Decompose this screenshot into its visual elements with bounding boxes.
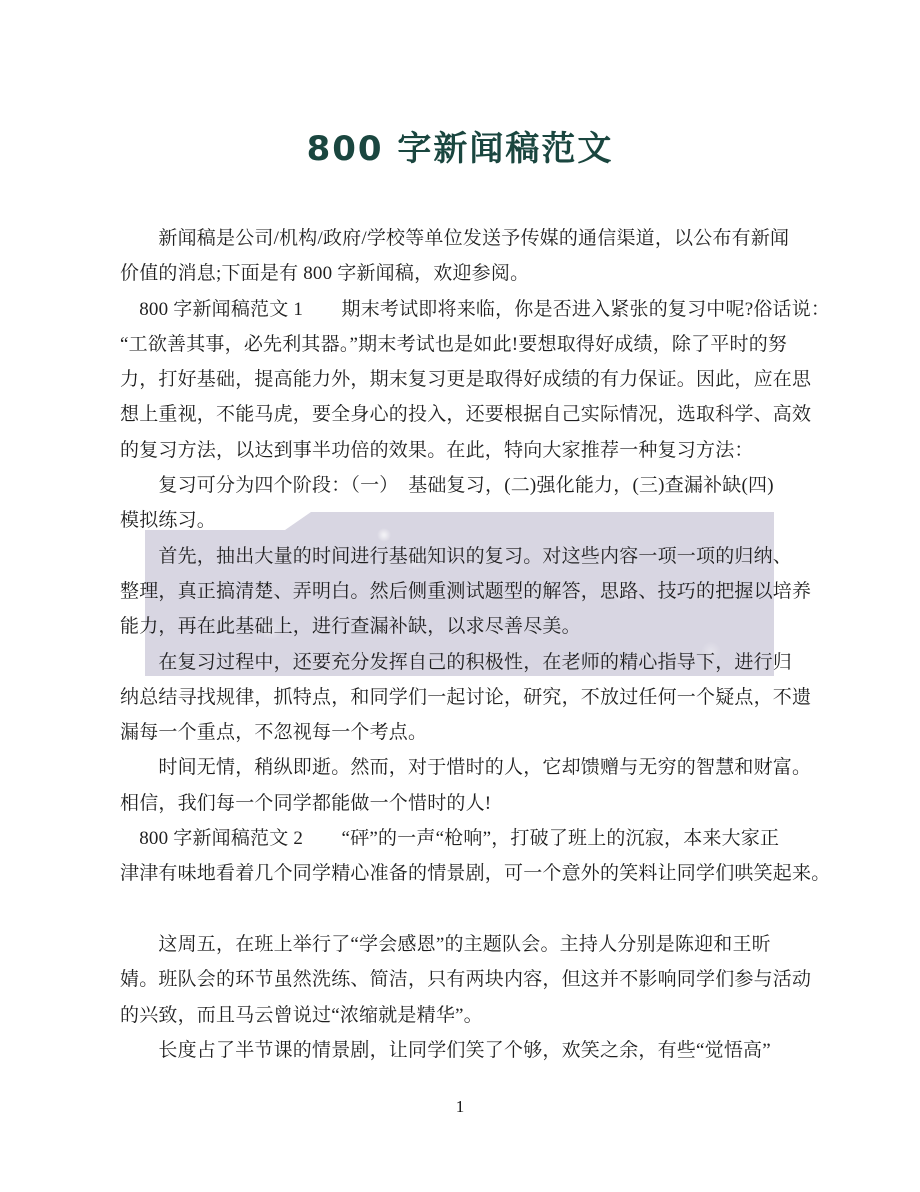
text-line: 这周五，在班上举行了“学会感恩”的主题队会。主持人分别是陈迎和王昕 xyxy=(120,933,771,955)
page-number: 1 xyxy=(455,1097,465,1116)
text-line: 800 字新闻稿范文 2 “砰”的一声“枪响”，打破了班上的沉寂，本来大家正 xyxy=(120,828,780,850)
text-line: 婧。班队会的环节虽然洗练、简洁，只有两块内容，但这并不影响同学们参与活动 xyxy=(120,969,812,991)
text-line: 的兴致，而且马云曾说过“浓缩就是精华”。 xyxy=(120,1004,483,1026)
document-title: 800 字新闻稿范文 xyxy=(306,129,614,169)
text-line: 复习可分为四个阶段：（一） 基础复习，(二)强化能力，(三)查漏补缺(四) xyxy=(120,475,774,497)
text-line: 长度占了半节课的情景剧，让同学们笑了个够，欢笑之余，有些“觉悟高” xyxy=(120,1039,771,1061)
text-line: 漏每一个重点，不忽视每一个考点。 xyxy=(120,722,428,744)
text-line: 模拟练习。 xyxy=(120,510,217,532)
text-line: “工欲善其事，必先利其器。”期末考试也是如此!要想取得好成绩，除了平时的努 xyxy=(120,333,788,355)
text-line: 首先，抽出大量的时间进行基础知识的复习。对这些内容一项一项的归纳、 xyxy=(120,545,793,567)
text-line xyxy=(120,892,812,927)
text-line: 想上重视，不能马虎，要全身心的投入，还要根据自己实际情况，选取科学、高效 xyxy=(120,404,812,426)
text-line: 新闻稿是公司/机构/政府/学校等单位发送予传媒的通信渠道，以公布有新闻 xyxy=(120,228,790,249)
text-line: 整理，真正搞清楚、弄明白。然后侧重测试题型的解答，思路、技巧的把握以培养 xyxy=(120,580,812,602)
text-line: 的复习方法，以达到事半功倍的效果。在此，特向大家推荐一种复习方法： xyxy=(120,439,754,461)
text-line: 力，打好基础，提高能力外，期末复习更是取得好成绩的有力保证。因此，应在思 xyxy=(120,369,812,391)
text-line: 在复习过程中，还要充分发挥自己的积极性，在老师的精心指导下，进行归 xyxy=(120,651,793,673)
text-line: 相信，我们每一个同学都能做一个惜时的人! xyxy=(120,792,492,814)
text-line: 能力，再在此基础上，进行查漏补缺，以求尽善尽美。 xyxy=(120,616,581,638)
text-line: 纳总结寻找规律，抓特点，和同学们一起讨论，研究，不放过任何一个疑点，不遗 xyxy=(120,686,812,708)
document-body xyxy=(120,221,831,1068)
text-line: 价值的消息;下面是有 800 字新闻稿，欢迎参阅。 xyxy=(120,263,530,285)
text-line: 800 字新闻稿范文 1 期末考试即将来临，你是否进入紧张的复习中呢?俗话说： xyxy=(120,298,831,320)
text-line: 时间无情，稍纵即逝。然而，对于惜时的人，它却馈赠与无穷的智慧和财富。 xyxy=(120,757,812,779)
text-line: 津津有味地看着几个同学精心准备的情景剧，可一个意外的笑料让同学们哄笑起来。 xyxy=(120,863,831,885)
